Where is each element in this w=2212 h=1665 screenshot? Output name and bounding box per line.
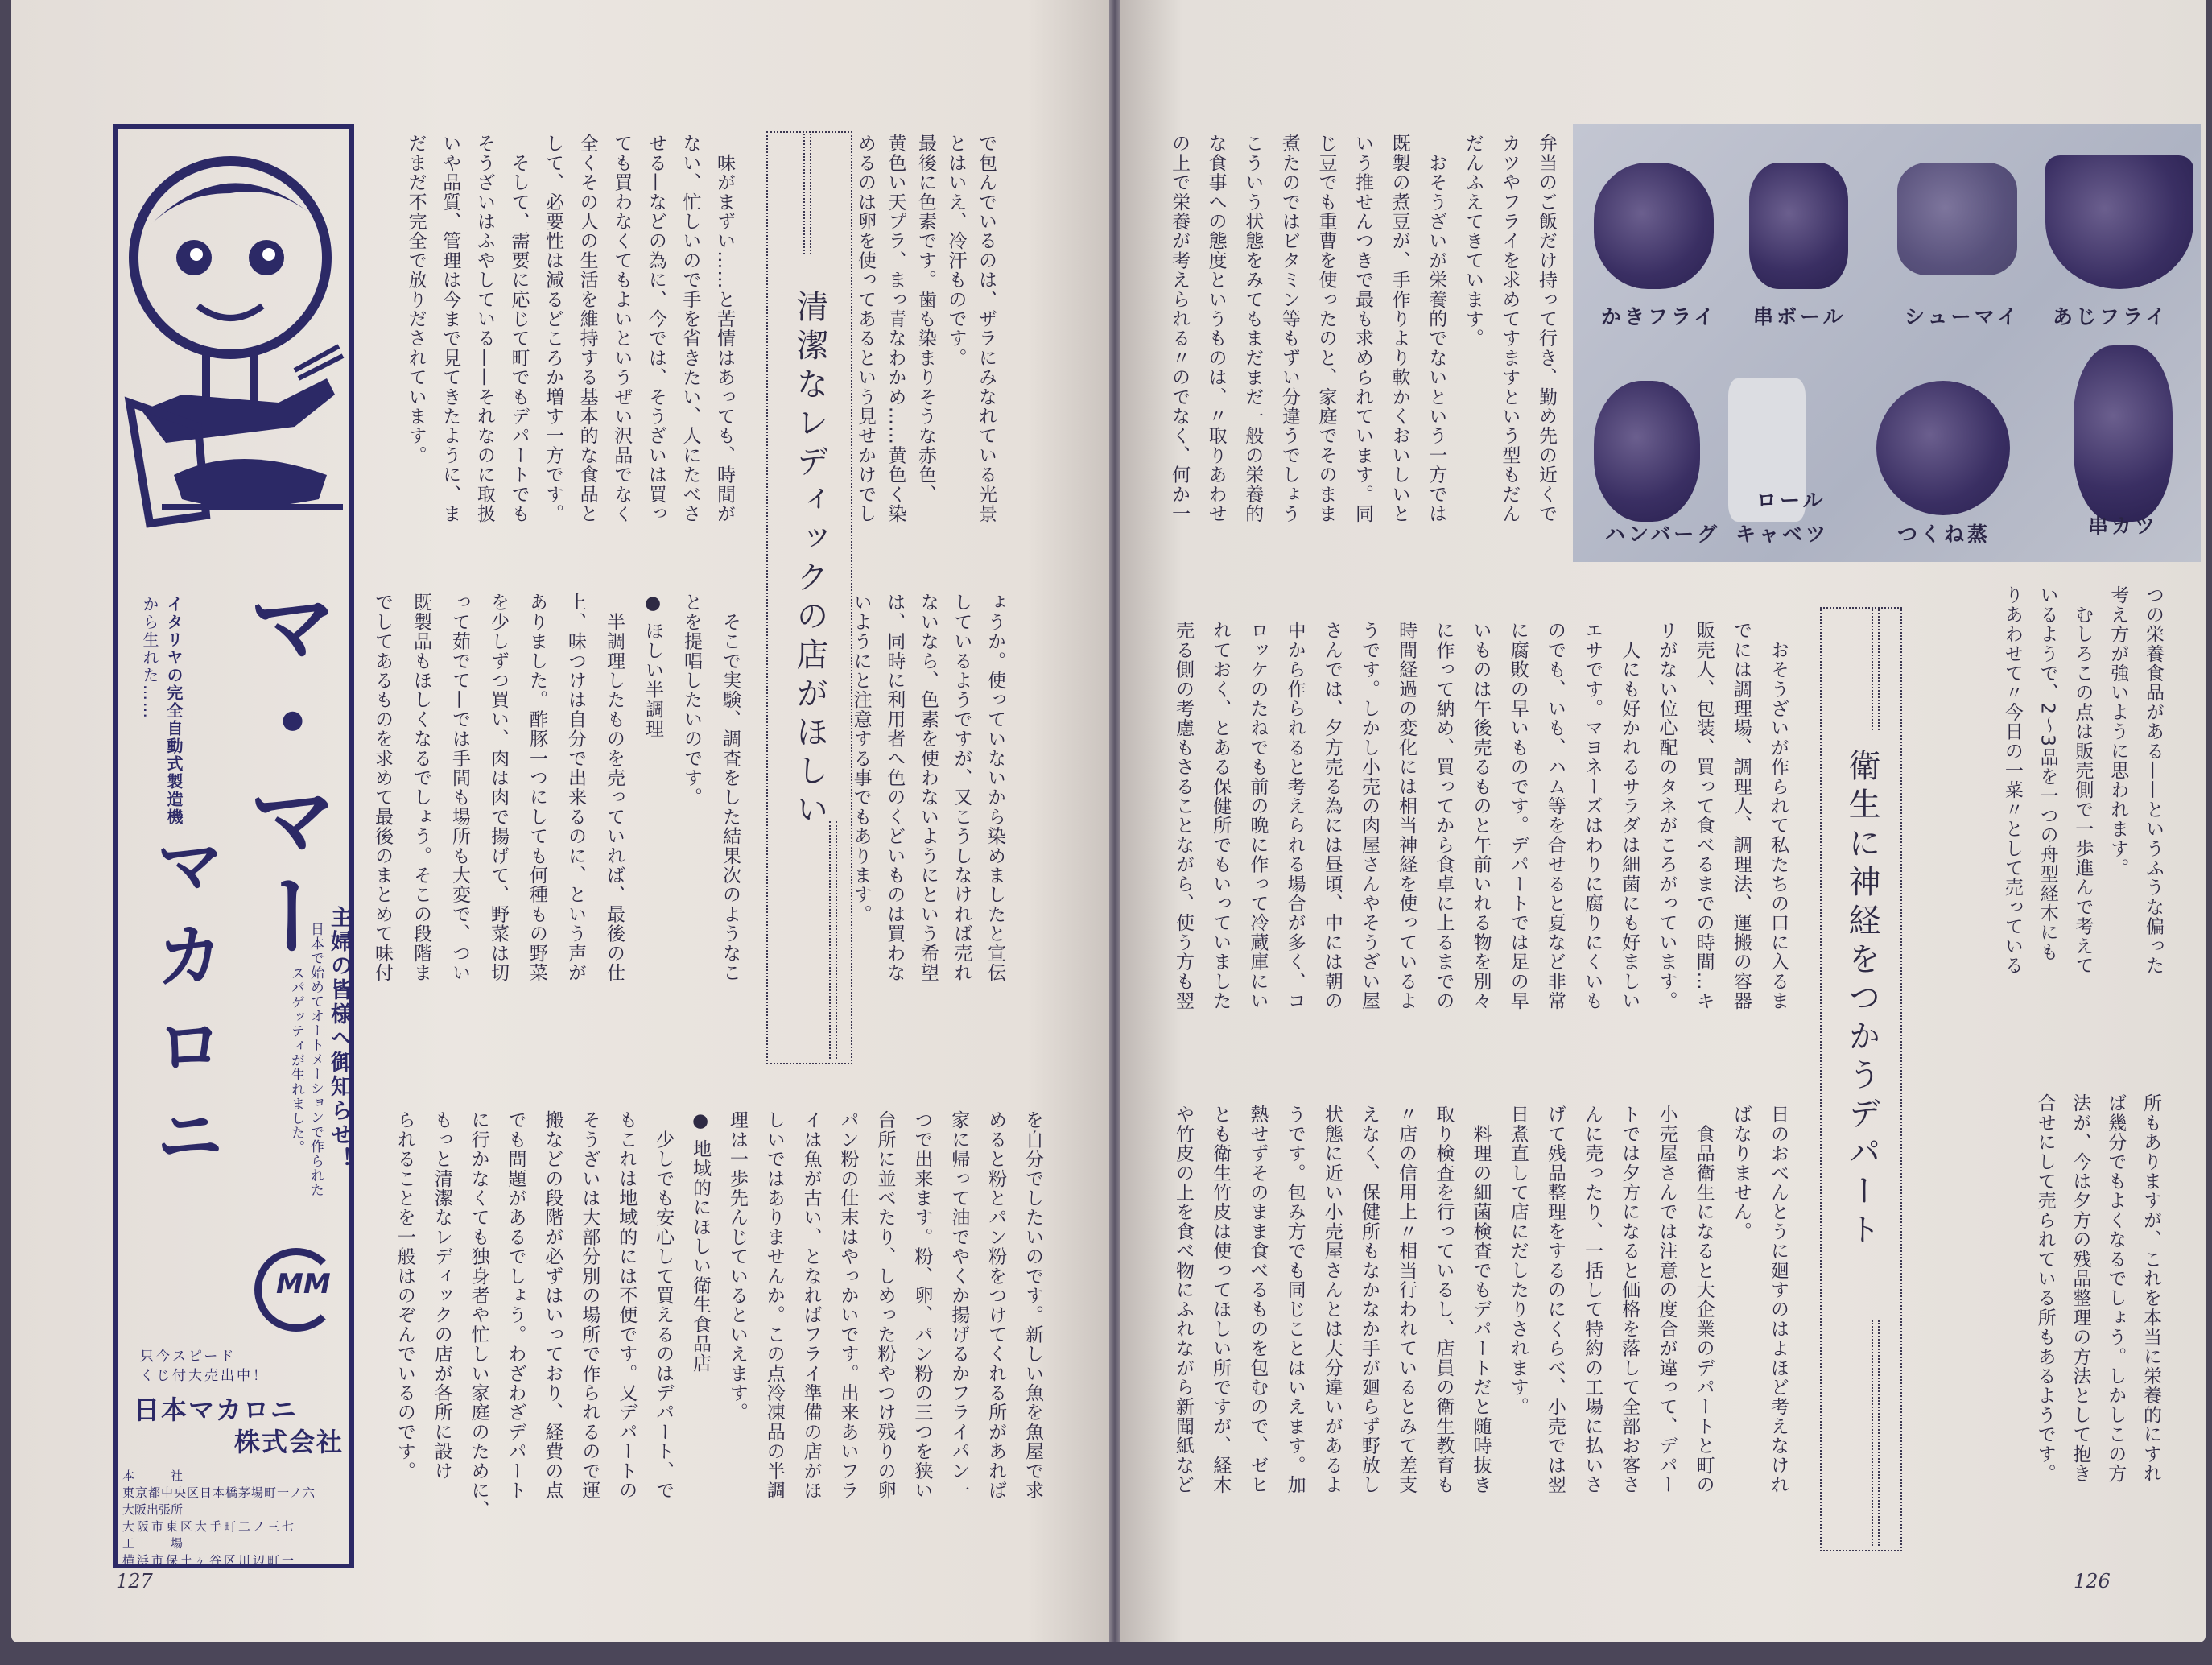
text-column: いものは午後売るものと午前いれる物を別々 (1470, 621, 1492, 1010)
caption-shumai: シューマイ (1905, 305, 2021, 328)
text-column: に作って納め、買ってから食卓に上るまでの (1433, 621, 1455, 1010)
text-block-mid-right (844, 593, 1011, 1011)
caption-kaki-fry: かきフライ (1601, 305, 1718, 328)
text-column: 家に帰って油でやくか揚げるかフライパン一 (948, 1110, 970, 1500)
text-column: 販売人、包装、買って食べるまでの時間…キ (1693, 621, 1715, 1010)
text-column: とを提唱したいのです。 (681, 593, 702, 808)
text-column: むしろこの点は販売側で一歩進んで考えて (2072, 585, 2094, 975)
ad-address-label-hq: 本 社 (122, 1469, 184, 1483)
text-column: れておく、とある保健所でもいっていました (1210, 621, 1232, 1010)
text-column: のでも、いも、ハム等を合せると夏など非常 (1544, 621, 1566, 1010)
ad-promo-1: 只今スピード (140, 1349, 237, 1365)
logo-lettering: MM (276, 1268, 331, 1300)
text-column: 既製の煮豆が、手作りより軟かくおいしいと (1389, 134, 1410, 523)
text-column: そして、需要に応じて町でもデパートでも (508, 134, 530, 523)
ad-address-label-factory: 工 場 (122, 1536, 184, 1551)
text-column: さんでは、夕方売る為には昼頃、中には朝の (1321, 621, 1343, 1010)
text-column: 取り検査を行っているし、店員の衛生教育も (1433, 1105, 1455, 1494)
text-column: ● 地域的にほしい衛生食品店 (689, 1110, 711, 1374)
text-column: いるようで、2〜3品を一つの舟型経木にも (2037, 585, 2058, 962)
page-number-right: 126 (2074, 1570, 2111, 1593)
ad-address-label-osaka: 大阪出張所 (122, 1502, 184, 1517)
text-column: もこれは地域的には不便です。又デパートの (616, 1110, 638, 1500)
text-block-bottom-left (1165, 1105, 1797, 1523)
text-column: して、必要性は減るどころか増す一方です。 (543, 134, 564, 523)
text-column: うです。しかし小売の肉屋さんやそうざい屋 (1358, 621, 1380, 1010)
text-column: そうざいはふやしている——それなのに取扱 (473, 134, 495, 523)
ad-address-factory: 横浜市保土ヶ谷区川辺町一 (122, 1553, 297, 1568)
text-column: でには調理場、調理人、調理法、運搬の容器 (1730, 621, 1752, 1010)
text-column: ばなりません。 (1730, 1105, 1752, 1242)
text-column: ありました。酢豚一つにしても何種もの野菜 (526, 593, 547, 982)
text-column: 熱せずそのまま食べるものを包むので、ゼヒ (1247, 1105, 1269, 1494)
text-column: 料理の細菌検査でもデパートだと随時抜き (1470, 1105, 1492, 1494)
heading-ornament-top (803, 134, 811, 254)
ad-notice: 主婦の皆様へ御知らせ！ (327, 906, 352, 1171)
text-column: じ豆でも重曹を使ったのと、家庭でそのまま (1315, 134, 1337, 523)
text-column: げて残品整理をするのにくらべ、小売では翌 (1544, 1105, 1566, 1494)
caption-roll: ロール (1756, 489, 1826, 512)
text-block-mid-left (363, 593, 749, 1011)
text-column: に行かなくても独身者や忙しい家庭のために、 (468, 1110, 489, 1520)
food-aji-fry (2045, 155, 2193, 289)
text-block-bottom (386, 1110, 1050, 1529)
ad-brand-title: マ・マー (233, 580, 337, 966)
text-column: とはいえ、冷汗ものです。 (945, 134, 967, 368)
text-column: りあわせて〃今日の一菜〃として売っている (2001, 585, 2023, 975)
text-column: つの栄養食品がある——というふうな偏った (2143, 585, 2164, 975)
text-column: ● ほしい半調理 (642, 593, 663, 738)
text-column: カツやフライを求めてすますという型もだん (1499, 134, 1521, 523)
text-column: いや品質、管理は今まで見てきたように、ま (440, 134, 461, 523)
food-hamburg (1594, 381, 1700, 522)
text-column: は、同時に利用者へ色のくどいものは買わな (884, 593, 906, 982)
text-column: そこで実験、調査をした結果次のようなこ (720, 593, 741, 982)
text-column: に腐敗の早いものです。デパートでは足の早 (1507, 621, 1529, 1010)
text-column: とも衛生竹皮は使ってほしい所ですが、経木 (1210, 1105, 1232, 1494)
text-column: せる—などの為に、今では、そうざいは買っ (645, 134, 666, 523)
text-column: を自分でしたいのです。新しい魚を魚屋で求 (1022, 1110, 1043, 1500)
text-column: つで出来ます。粉、卵、パン粉の三つを狭い (911, 1110, 933, 1500)
text-column: おそうざいが作られて私たちの口に入るま (1768, 621, 1789, 1010)
text-column: な食事への態度というものは、〃取りあわせ (1205, 134, 1227, 523)
text-column: 最後に色素です。歯も染まりそうな赤色、 (915, 134, 936, 504)
text-column: しいではありませんか。この点冷凍品の半調 (763, 1110, 785, 1500)
text-column: の上で栄養が考えられる〃のでなく、何か一 (1169, 134, 1191, 523)
advertisement-mama-macaroni (113, 124, 354, 1568)
text-column: 台所に並べたり、しめった粉やつけ残りの卵 (874, 1110, 896, 1500)
text-column: うです。包み方でも同じことはいえます。加 (1284, 1105, 1306, 1494)
caption-aji-fry: あじフライ (2053, 305, 2169, 328)
article-heading-left: 清潔なレディックの店がほしい (791, 290, 828, 831)
text-column: 売る側の考慮もさることながら、使う方も翌 (1173, 621, 1194, 1010)
text-block-mid-right (1994, 585, 2170, 1004)
food-kaki-fry (1594, 163, 1714, 289)
company-logo (254, 1248, 338, 1332)
article-heading-right: 衛生に神経をつかうデパート (1843, 749, 1880, 1251)
ad-promo-2: くじ付大売出中！ (140, 1368, 269, 1384)
text-column: 日のおべんとうに廻すのはよほど考えなけれ (1768, 1105, 1789, 1494)
text-column: 搬などの段階が必ずはいっており、経費の点 (542, 1110, 563, 1500)
text-column: ば幾分でもよくなるでしょう。しかしこの方 (2105, 1093, 2127, 1483)
text-column: 合せにして売られている所もあるようです。 (2034, 1093, 2056, 1483)
text-column: いう推せんつきで最も求められています。同 (1352, 134, 1374, 523)
ad-company-suffix: 株式会社 (234, 1427, 345, 1457)
text-column: えなく、保健所もなかなか手が廻らず野放し (1358, 1105, 1380, 1494)
text-column: エサです。マヨネーズはわりに腐りにくいも (1582, 621, 1603, 1010)
text-column: パン粉の仕末はやっかいです。出来あいフラ (837, 1110, 859, 1500)
caption-cabbage: キャベツ (1735, 523, 1830, 546)
caption-hamburg: ハンバーグ (1605, 523, 1721, 546)
text-column: 考え方が強いように思われます。 (2107, 585, 2129, 878)
text-column: 中から作られると考えられる場合が多く、コ (1284, 621, 1306, 1010)
text-column: 煮たのではビタミン等もずい分違うでしょう (1278, 134, 1300, 523)
text-column: 少しでも安心して買えるのはデパート、で (653, 1110, 675, 1500)
page-number-left: 127 (116, 1570, 153, 1593)
ad-address-hq: 東京都中央区日本橋茅場町一ノ六 (122, 1485, 316, 1500)
text-block-mid-left (1165, 621, 1797, 1039)
text-column: 日煮直して店にだしたりされます。 (1507, 1105, 1529, 1417)
text-column: 理は一歩先んじているといえます。 (726, 1110, 748, 1423)
heading-ornament-top-right (1872, 609, 1880, 730)
text-block-bottom-right (2027, 1093, 2168, 1512)
text-column: 上、味つけは自分で出来るのに、という声が (565, 593, 586, 982)
ad-notice-sub-2: スパゲッティが生れました。 (288, 966, 304, 1155)
text-column: 半調理したものを売っていれば、最後の仕 (604, 593, 625, 982)
food-shumai (1897, 163, 2017, 275)
text-column: トでは夕方になると価格を落して全部お客さ (1619, 1105, 1640, 1494)
heading-ornament-bottom-right (1872, 1320, 1880, 1546)
food-kushi-ball (1749, 163, 1848, 289)
book-spine (1109, 0, 1120, 1642)
text-column: ょうか。使っていないから染めましたと宣伝 (984, 593, 1005, 982)
text-column: でしてあるものを求めて最後のまとめて味付 (372, 593, 393, 982)
caption-kushi-ball: 串ボール (1753, 305, 1847, 328)
ad-company-name: 日本マカロニ (134, 1394, 299, 1425)
text-column: 黄色い天プラ、まっ青なわかめ……黄色く染 (885, 134, 906, 523)
text-column: そうざいは大部分別の場所で作られるので運 (579, 1110, 600, 1500)
text-column: こういう状態をみてもまだまだ一般の栄養的 (1242, 134, 1264, 523)
food-photo (1573, 124, 2201, 562)
food-kushikatsu (2074, 345, 2173, 522)
text-column: おそうざいが栄養的でないという一方では (1426, 134, 1447, 523)
ad-notice-sub-1: 日本で始めてオートメーションで作られた (307, 922, 324, 1197)
text-column: めると粉とパン粉をつけてくれる所があれば (985, 1110, 1007, 1500)
food-tsukune (1876, 381, 2010, 515)
text-column: んに売ったり、一括して特約の工場に払いさ (1582, 1105, 1603, 1494)
text-column: イは魚が古い、となればフライ準備の店がほ (800, 1110, 822, 1500)
text-column: ない、忙しいので手を省きたい、人にたべさ (679, 134, 701, 523)
text-column: 〃店の信用上〃相当行われているとみて差支 (1396, 1105, 1418, 1494)
text-column: いようにと注意する事でもあります。 (850, 593, 872, 924)
text-column: 所もありますが、これを本当に栄養的にすれ (2140, 1093, 2161, 1483)
cartoon-chef-illustration (118, 137, 349, 547)
caption-kushikatsu: 串カツ (2088, 514, 2159, 538)
text-column: 味がまずい……と苦情はあっても、時間が (714, 134, 735, 523)
ad-brand-subtitle: マカロニ (143, 829, 224, 1190)
text-column: もっと清潔なレディックの店が各所に設け (431, 1110, 452, 1481)
text-column: ロッケのたねでも前の晩に作って冷蔵庫にい (1247, 621, 1269, 1010)
text-column: 人にも好かれるサラダは細菌にも好ましい (1619, 621, 1640, 1010)
text-column: 全くその人の生活を維持する基本的な食品と (576, 134, 598, 523)
caption-tsukune: つくね蒸 (1897, 523, 1991, 546)
text-column: 法が、今は夕方の残品整理の方法として抱き (2070, 1093, 2091, 1483)
text-column: や竹皮の上を食べ物にふれながら新聞紙など (1173, 1105, 1194, 1494)
text-block-top-left (398, 134, 741, 552)
text-column: 食品衛生になると大企業のデパートと町の (1693, 1105, 1715, 1494)
text-column: ても買わなくてもよいというぜい沢品でなく (611, 134, 633, 523)
text-column: めるのは卵を使ってあるという見せかけでし (855, 134, 876, 523)
text-column: だんふえてきています。 (1462, 134, 1484, 349)
text-column: を少しずつ買い、肉は肉で揚げて、野菜は切 (488, 593, 509, 982)
text-column: リがない位心配のタネがころがっています。 (1656, 621, 1678, 1010)
text-column: って茹でて—では手間も場所も大変で、つい (449, 593, 470, 982)
text-column: られることを一般はのぞんでいるのです。 (394, 1110, 415, 1481)
heading-ornament-bottom (829, 821, 837, 1059)
ad-tagline-2: から生れた…… (140, 596, 159, 720)
ad-tagline-1: イタリヤの完全自動式製造機 (164, 596, 184, 826)
text-column: 時間経過の変化には相当神経を使っているよ (1396, 621, 1418, 1010)
text-column: だまだ不完全で放りだされています。 (405, 134, 427, 465)
text-column: 状態に近い小売屋さんとは大分違いがあるよ (1321, 1105, 1343, 1494)
text-column: しているようですが、又こうしなければ売れ (951, 593, 972, 982)
text-column: 弁当のご飯だけ持って行き、勤め先の近くで (1536, 134, 1557, 523)
ad-address-osaka: 大阪市東区大手町二ノ三七 (122, 1519, 297, 1534)
text-column: で包んでいるのは、ザラにみなれている光景 (976, 134, 997, 523)
text-block-top (1160, 134, 1564, 552)
text-column: でも問題があるでしょう。わざわざデパート (505, 1110, 526, 1500)
text-column: ないなら、色素を使わないようにという希望 (917, 593, 939, 982)
text-column: 既製品もほしくなるでしょう。そこの段階ま (411, 593, 431, 982)
text-block-top-right (850, 134, 1001, 552)
text-column: 小売屋さんでは注意の度合が違って、デパー (1656, 1105, 1678, 1494)
